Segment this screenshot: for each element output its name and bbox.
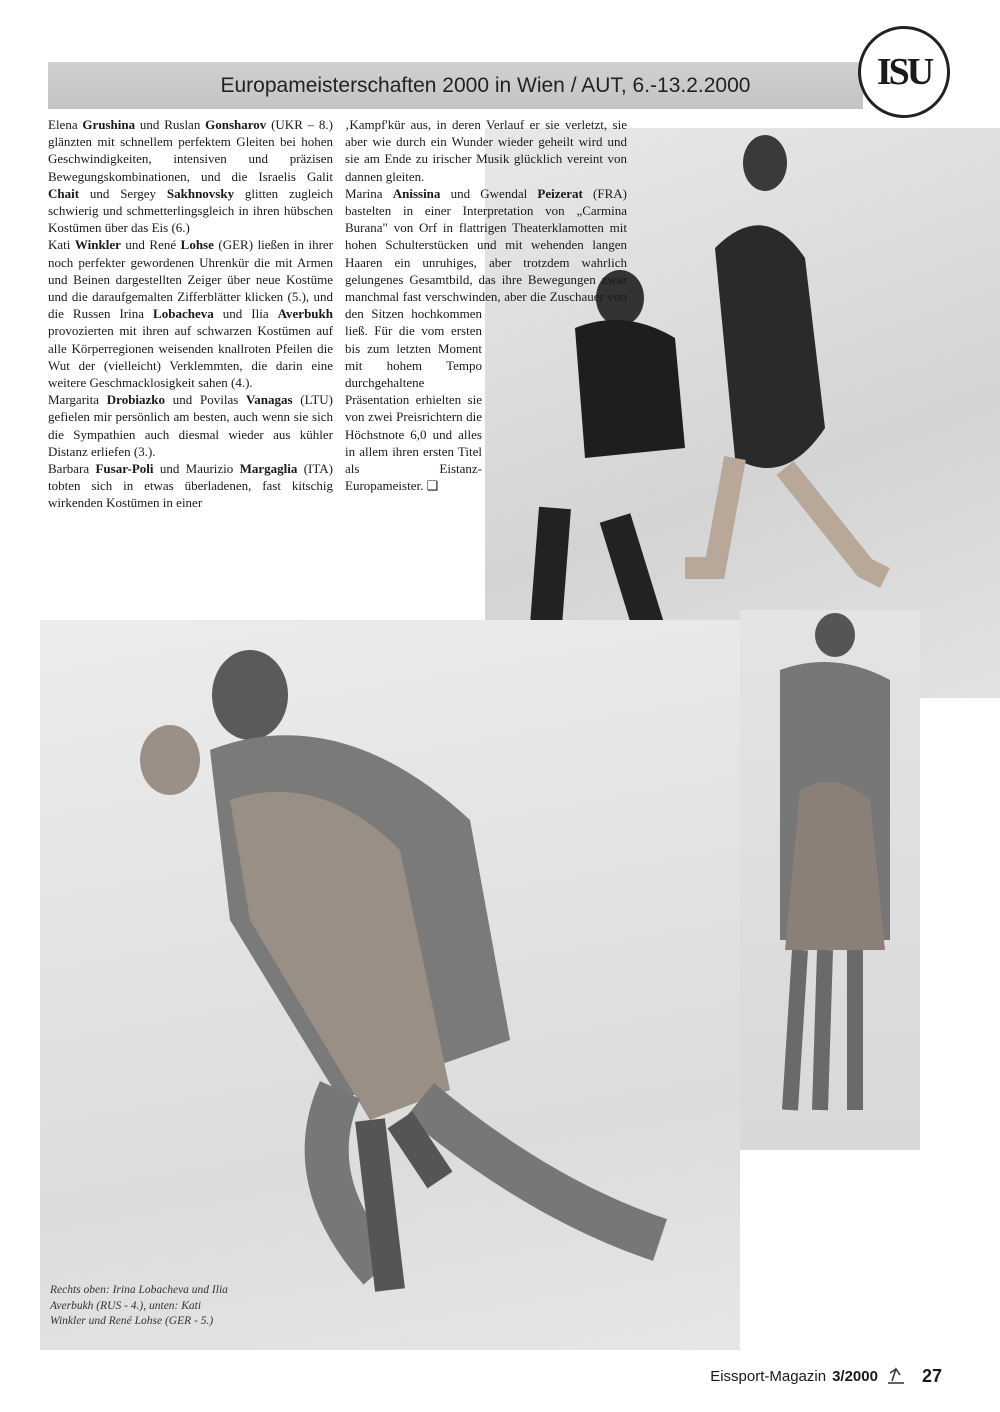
text-run: Elena xyxy=(48,117,83,132)
skater-name: Anissina xyxy=(392,185,441,201)
isu-logo: ISU xyxy=(858,26,950,118)
text-run: (FRA) bastelten in einer Interpretation von „Carmina Burana" von Orf in flattrigen Theaterklamotten mit hohen Schulterstücken und mit wehenden langen Haaren ein unruhiges, aber trotzdem wahrlich gelungenes Gesamtbild, das ihre Bewegungen zwar manchmal fast verschwinden, aber die Zuschauer von den Sitzen hochkommen ließ. Für die vom ersten bis zum letzten Moment mit hohem Tempo durchgehaltene Präsentation erhielten sie von zwei Preisrichtern die Höchstnote 6,0 und alles in allem ihren ersten Titel als Eistanz-Europameister. xyxy=(345,185,627,494)
skater-name: Sakhnovsky xyxy=(166,185,235,201)
photo-caption: Rechts oben: Irina Lobacheva und Ilia Averbukh (RUS - 4.), unten: Kati Winkler und René Lohse (GER - 5.) xyxy=(50,1284,228,1327)
article-column-1 xyxy=(48,116,333,512)
skater-name: Peizerat xyxy=(537,185,583,201)
skater-name: Lobacheva xyxy=(153,306,214,322)
article-paragraph xyxy=(48,116,333,236)
text-run: und Ilia xyxy=(213,306,278,322)
skater-name: Averbukh xyxy=(277,306,333,322)
text-run: provozierten mit ihren auf schwarzen Kostümen auf alle Körperregionen weisenden knallroten Pfeilen die Wut der (vielleicht) Verklemmten, die darin eine weitere Geschmacklosigkeit sahen (4.). xyxy=(48,323,333,391)
photo-winkler-lohse xyxy=(40,620,740,1350)
text-run: und Gwendal xyxy=(440,185,538,201)
skater-name: Vanagas xyxy=(246,392,293,408)
issue-number: 3/2000 xyxy=(832,1367,878,1385)
text-run: glitten zugleich schwierig und schmetterlingsgleich in ihren hübschen Kostümen über das Eis (6.) xyxy=(48,185,333,236)
text-run: und Povilas xyxy=(165,392,247,408)
text-run: (GER) ließen in ihrer noch perfekter gewordenen Uhrenkür die mit Armen und Beinen dargestellten Zeiger über neue Kostüme und die daraufgemalten Zifferblätter klicken (5.), und die Russen Irina xyxy=(48,237,334,322)
article-paragraph xyxy=(345,116,627,185)
skater-name: Gonsharov xyxy=(205,117,267,132)
text-run: und René xyxy=(120,237,181,253)
text-run: (LTU) gefielen mir persönlich am besten, auch wenn sie sich die Sympathien auch diesmal wieder aus kühler Distanz erliefen (3.). xyxy=(48,392,333,459)
article-paragraph xyxy=(48,391,333,460)
text-run: und Maurizio xyxy=(153,461,240,477)
text-run: (UKR – 8.) glänzten mit schnellem perfektem Gleiten bei hohen Geschwindigkeiten, intensiven und präzisen Bewegungskombinationen, und die Israelis Galit xyxy=(48,117,334,184)
skater-name: Grushina xyxy=(82,117,136,132)
skater-name: Lohse xyxy=(180,237,214,253)
text-run: ❑ xyxy=(426,478,439,494)
text-run: Marina xyxy=(345,185,393,201)
page-number: 27 xyxy=(921,1365,942,1386)
skater-name: Winkler xyxy=(74,237,121,253)
article-column-2 xyxy=(345,116,627,606)
page-footer xyxy=(710,1365,942,1387)
photo-winkler-lohse-embrace xyxy=(740,610,920,1150)
magazine-name: Eissport-Magazin xyxy=(710,1367,827,1385)
text-run: (ITA) tobten sich in etwas überladenen, fast kitschig wirkenden Kostümen in einer xyxy=(48,461,333,511)
header-title: Europameisterschaften 2000 in Wien / AUT, 6.-13.2.2000 xyxy=(220,73,751,97)
article-paragraph xyxy=(48,236,333,391)
article-paragraph xyxy=(48,460,333,512)
text-run: Margarita xyxy=(48,392,107,408)
section-header xyxy=(48,62,863,109)
skater-name: Chait xyxy=(48,185,80,201)
skater-name: Margaglia xyxy=(239,461,298,477)
text-run: Barbara xyxy=(48,461,96,477)
skater-name: Fusar-Poli xyxy=(95,461,154,477)
text-run: Kati xyxy=(48,237,75,253)
text-run: ‚Kampf'kür aus, in deren Verlauf er sie verletzt, sie aber wie durch ein Wunder wieder geheilt wird und sie am Ende zu irischer Musik glücklich vereint von dannen gleiten. xyxy=(345,117,627,184)
text-run: und Sergey xyxy=(79,185,167,201)
skater-name: Drobiazko xyxy=(106,392,166,408)
skater-logo-icon xyxy=(884,1365,908,1387)
text-run: und Ruslan xyxy=(135,117,206,132)
